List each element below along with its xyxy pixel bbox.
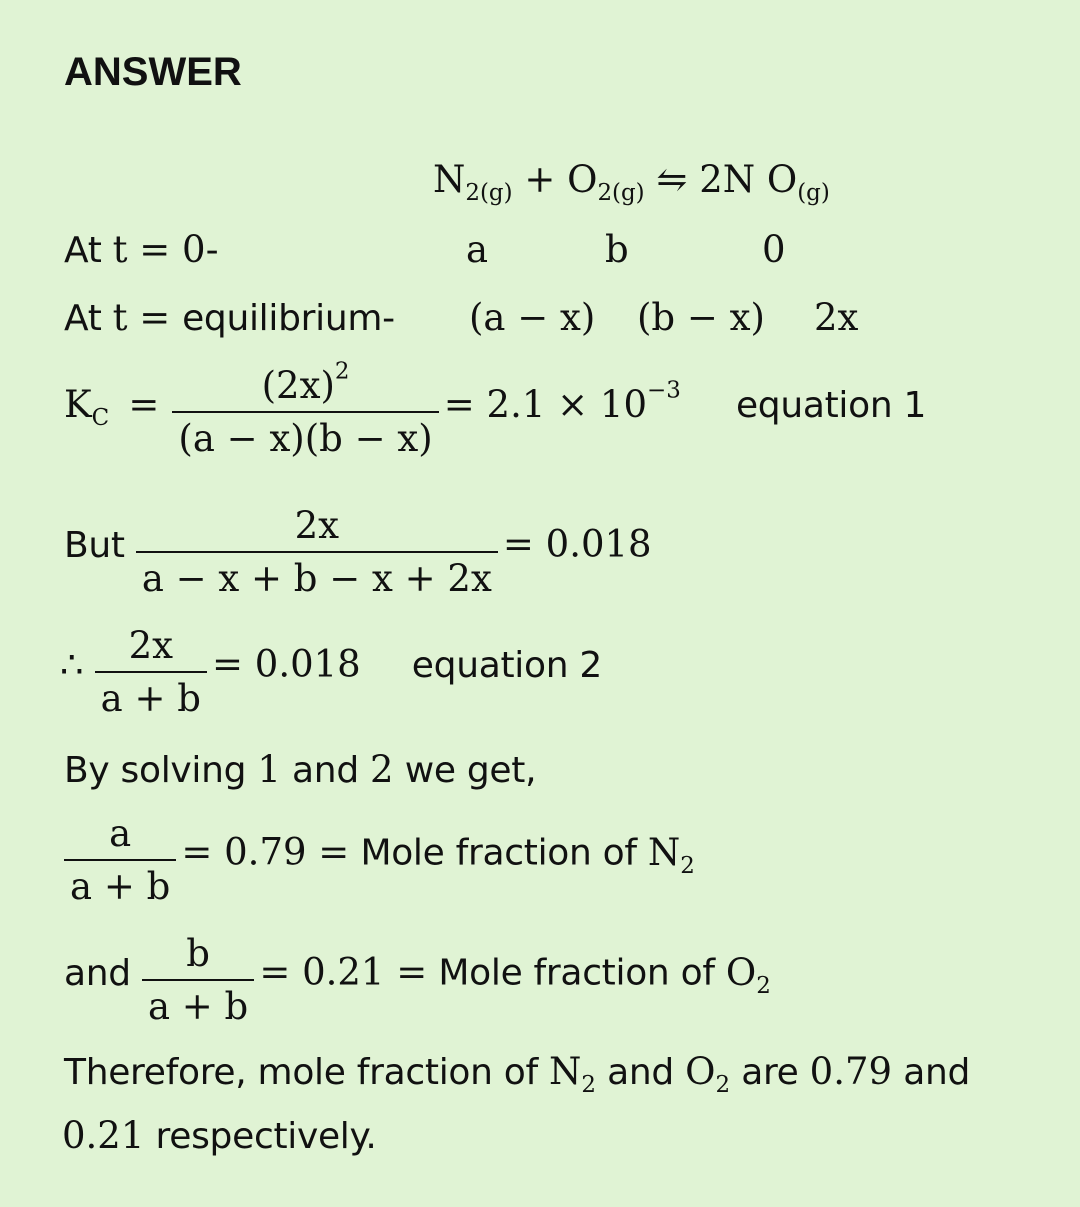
but-numerator: 2x [294,504,340,547]
therefore-equation [60,624,602,720]
reactant-n2: $N_{2(g)}$ [433,158,513,207]
kc-fraction [172,358,438,460]
therefore-value: = 0.018 [212,642,361,686]
kc-symbol: $K_C$ [64,382,110,431]
o2-text: Mole fraction of [427,952,726,994]
equation-2-tag: equation 2 [411,644,602,686]
o2-denominator: a + b [142,979,254,1028]
initial-n2: a [466,228,489,271]
kc-equals: = [128,382,160,426]
n2-numerator: a [109,812,132,855]
kc-denominator: (a − x)(b − x) [172,411,438,460]
initial-o2: b [605,228,629,271]
answer-heading: ANSWER [64,50,242,94]
o2-species: $O_2$ [725,950,771,999]
kc-equation [64,358,927,460]
but-word: But [64,524,125,566]
but-equation [64,504,652,600]
reactant-o2: $O_{2(g)}$ [567,158,645,207]
and-word: and [64,952,131,994]
equilibrium-no: 2x [814,296,859,339]
conclusion-line-2: 0.21 respectively. [62,1114,377,1157]
plus-sign: + [524,158,556,201]
product-no: 2N $O_{(g)}$ [699,158,830,207]
n2-species: $N_2$ [647,830,695,879]
kc-value: = $2.1 \times 10^{-3}$ [443,377,681,426]
but-denominator: a − x + b − x + 2x [136,551,498,600]
o2-value: = 0.21 = [259,950,428,994]
equation-1-tag: equation 1 [735,384,927,426]
solving-line: By solving 1 and 2 we get, [64,748,537,791]
n2-denominator: a + b [64,859,176,908]
initial-no: 0 [762,228,786,271]
therefore-numerator: 2x [128,624,173,667]
reaction-equation [433,158,830,207]
o2-numerator: b [186,932,210,975]
therefore-fraction [95,624,207,720]
therefore-denominator: a + b [95,671,207,720]
kc-numerator: $(2x)^2$ [261,358,350,407]
equilibrium-o2: (b − x) [637,296,765,339]
o2-fraction-equation [64,932,771,1028]
n2-fraction-equation [64,812,695,908]
row-initial-label: At t = 0- [64,228,219,271]
n2-text: Mole fraction of [349,832,648,874]
therefore-symbol: ∴ [60,642,84,686]
n2-fraction [64,812,176,908]
but-fraction [136,504,498,600]
n2-value: = 0.79 = [181,830,350,874]
equilibrium-n2: (a − x) [469,296,596,339]
conclusion-line-1: Therefore, mole fraction of $N_2$ and $O_2$ are 0.79 and [64,1050,971,1099]
o2-fraction [142,932,254,1028]
but-value: = 0.018 [502,522,652,566]
row-equilibrium-label: At t = equilibrium- [64,296,395,339]
equilibrium-arrow: ⇋ [656,158,688,201]
